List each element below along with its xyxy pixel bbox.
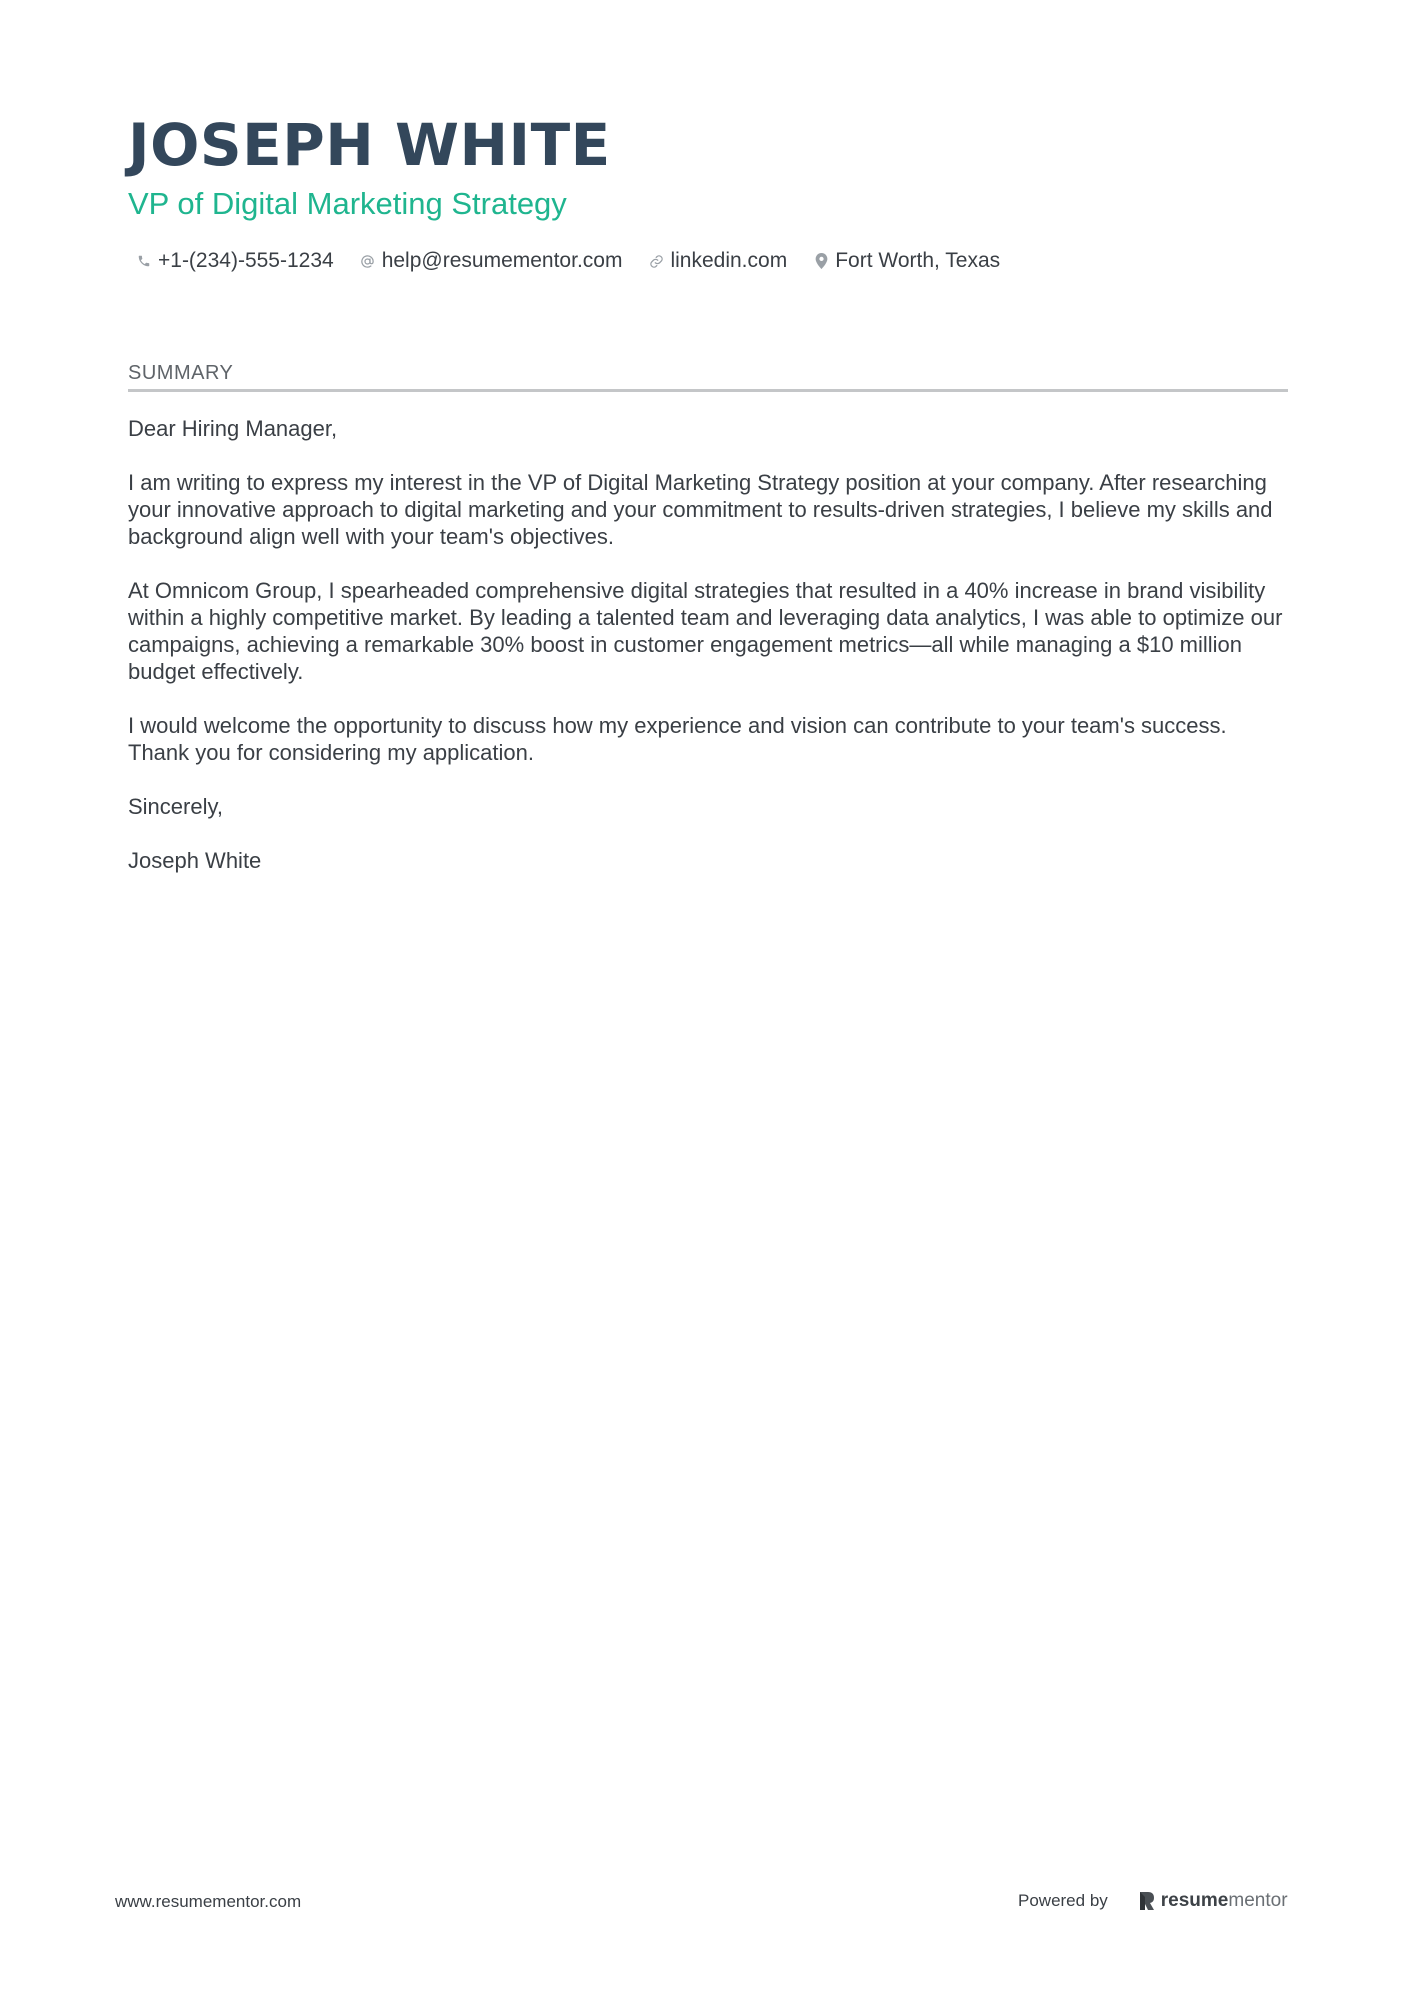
phone-icon <box>136 251 152 271</box>
job-title: VP of Digital Marketing Strategy <box>128 186 567 221</box>
brand-name-bold: resume <box>1160 1890 1229 1911</box>
letter-paragraph-3: I would welcome the opportunity to discuss how my experience and vision can contribute to your team's success. Thank you for considering my application. <box>128 713 1227 765</box>
link-icon <box>648 251 664 271</box>
brand-name-light: mentor <box>1228 1890 1288 1911</box>
contact-bar <box>136 244 1026 278</box>
powered-by-label: Powered by <box>1018 1891 1108 1910</box>
map-pin-icon <box>813 251 829 271</box>
candidate-name: JOSEPH WHITE <box>128 111 611 179</box>
letter-closing: Sincerely, <box>128 794 223 819</box>
contact-location <box>813 249 1000 273</box>
contact-email[interactable] <box>360 249 623 273</box>
letter-salutation: Dear Hiring Manager, <box>128 416 338 441</box>
footer-branding <box>1018 1886 1288 1916</box>
resumementor-logo-icon <box>1138 1890 1156 1912</box>
location-text: Fort Worth, Texas <box>835 249 1001 272</box>
contact-linkedin[interactable] <box>648 249 787 273</box>
brand-logo[interactable] <box>1138 1890 1288 1912</box>
footer-website-link[interactable]: www.resumementor.com <box>115 1892 302 1911</box>
email-text[interactable]: help@resumementor.com <box>381 249 623 272</box>
contact-phone <box>136 249 334 273</box>
at-icon <box>360 251 376 271</box>
letter-body <box>128 415 1293 901</box>
linkedin-text[interactable]: linkedin.com <box>670 249 788 272</box>
summary-heading: SUMMARY <box>128 360 1288 392</box>
phone-text: +1-(234)-555-1234 <box>158 249 334 272</box>
letter-paragraph-2: At Omnicom Group, I spearheaded comprehensive digital strategies that resulted in a 40% increase in brand visibility within a highly competitive market. By leading a talented team and leveraging data analytics, I was able to optimize our campaigns, achieving a remarkable 30% boost in customer engagement metrics—all while managing a $10 million budget effectively. <box>128 578 1283 684</box>
letter-signature: Joseph White <box>128 848 262 873</box>
letter-paragraph-1: I am writing to express my interest in the VP of Digital Marketing Strategy position at your company. After researching your innovative approach to digital marketing and your commitment to results-driven strategies, I believe my skills and background align well with your team's objectives. <box>128 470 1273 549</box>
